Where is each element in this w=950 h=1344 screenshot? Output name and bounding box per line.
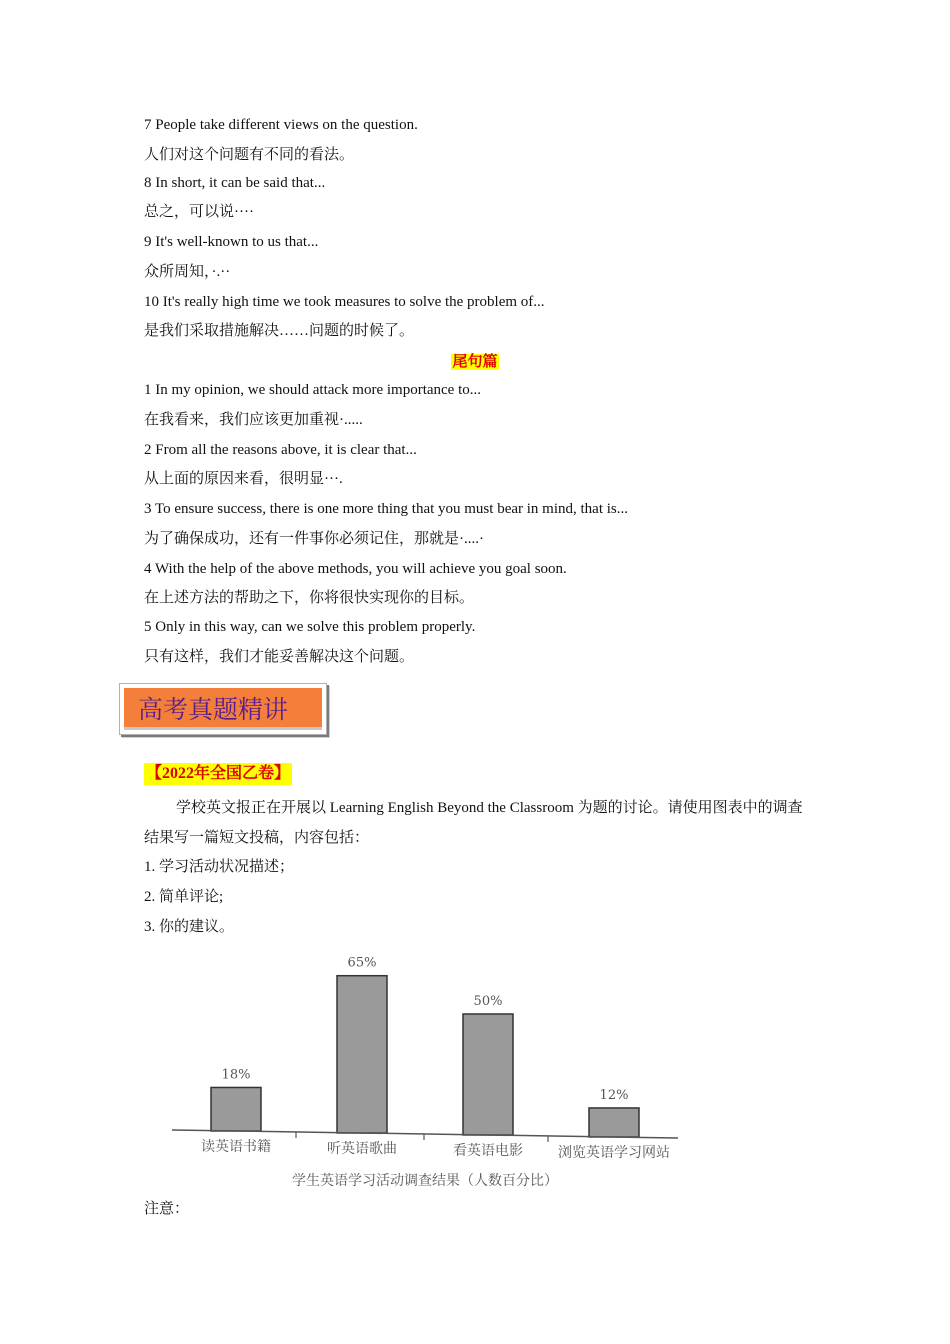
chart-bar-1 — [211, 1087, 261, 1131]
phrase-zh-7: 人们对这个问题有不同的看法。 — [144, 147, 355, 163]
requirement-3: 3. 你的建议。 — [144, 919, 235, 935]
chart-category-label-1: 读英语书籍 — [201, 1139, 271, 1156]
chart-bar-4 — [589, 1108, 639, 1137]
ending-phrase-zh-5: 只有这样，我们才能妥善解决这个问题。 — [144, 649, 415, 665]
chart-bar-2 — [337, 976, 387, 1133]
phrase-zh-8: 总之，可以说···· — [144, 204, 254, 220]
chart-value-label-2: 65% — [347, 955, 377, 971]
phrase-en-7: 7 People take different views on the question. — [144, 117, 418, 133]
chart-value-label-3: 50% — [473, 993, 503, 1009]
prompt-paragraph: 学校英文报正在开展以 Learning English Beyond the Classroom 为题的讨论。请使用图表中的调查结果写一篇短文投稿，内容包括： — [144, 800, 803, 846]
phrase-zh-9: 众所周知，·.·· — [144, 264, 231, 280]
ending-phrase-en-5: 5 Only in this way, can we solve this problem properly. — [144, 619, 476, 635]
requirement-2: 2. 简单评论; — [144, 889, 224, 905]
ending-phrase-en-1: 1 In my opinion, we should attack more importance to... — [144, 382, 482, 398]
requirement-1: 1. 学习活动状况描述； — [144, 859, 295, 875]
chart-value-label-4: 12% — [599, 1087, 629, 1103]
phrase-en-8: 8 In short, it can be said that... — [144, 175, 326, 191]
ending-phrase-zh-1: 在我看来，我们应该更加重视·..... — [144, 412, 363, 428]
ending-phrase-zh-2: 从上面的原因来看，很明显···. — [144, 471, 343, 487]
note-label: 注意： — [144, 1201, 190, 1217]
chart-bar-3 — [463, 1014, 513, 1135]
section-banner — [119, 683, 327, 735]
phrase-zh-10: 是我们采取措施解决……问题的时候了。 — [144, 323, 415, 339]
ending-section-heading — [0, 352, 950, 372]
phrase-en-10: 10 It's really high time we took measures to solve the problem of... — [144, 294, 545, 310]
chart-category-label-3: 看英语电影 — [453, 1142, 523, 1159]
ending-phrase-en-4: 4 With the help of the above methods, you will achieve you goal soon. — [144, 561, 567, 577]
chart-category-label-4: 浏览英语学习网站 — [558, 1144, 670, 1161]
ending-phrase-zh-3: 为了确保成功，还有一件事你必须记住，那就是·....· — [144, 531, 484, 547]
ending-phrase-zh-4: 在上述方法的帮助之下，你将很快实现你的目标。 — [144, 590, 475, 606]
phrase-en-9: 9 It's well-known to us that... — [144, 234, 319, 250]
exam-tag: 【2022年全国乙卷】 — [144, 763, 292, 785]
section-banner-title: 高考真题精讲 — [138, 695, 289, 724]
ending-heading-text: 尾句篇 — [452, 354, 498, 370]
section-banner-fill — [124, 688, 322, 730]
chart-value-label-1: 18% — [221, 1067, 251, 1083]
chart-x-axis — [172, 1130, 678, 1138]
chart-category-label-2: 听英语歌曲 — [327, 1141, 397, 1158]
ending-phrase-en-3: 3 To ensure success, there is one more thing that you must bear in mind, that is... — [144, 501, 628, 517]
ending-phrase-en-2: 2 From all the reasons above, it is clear that... — [144, 442, 417, 458]
chart-title: 学生英语学习活动调查结果（人数百分比） — [292, 1173, 558, 1189]
